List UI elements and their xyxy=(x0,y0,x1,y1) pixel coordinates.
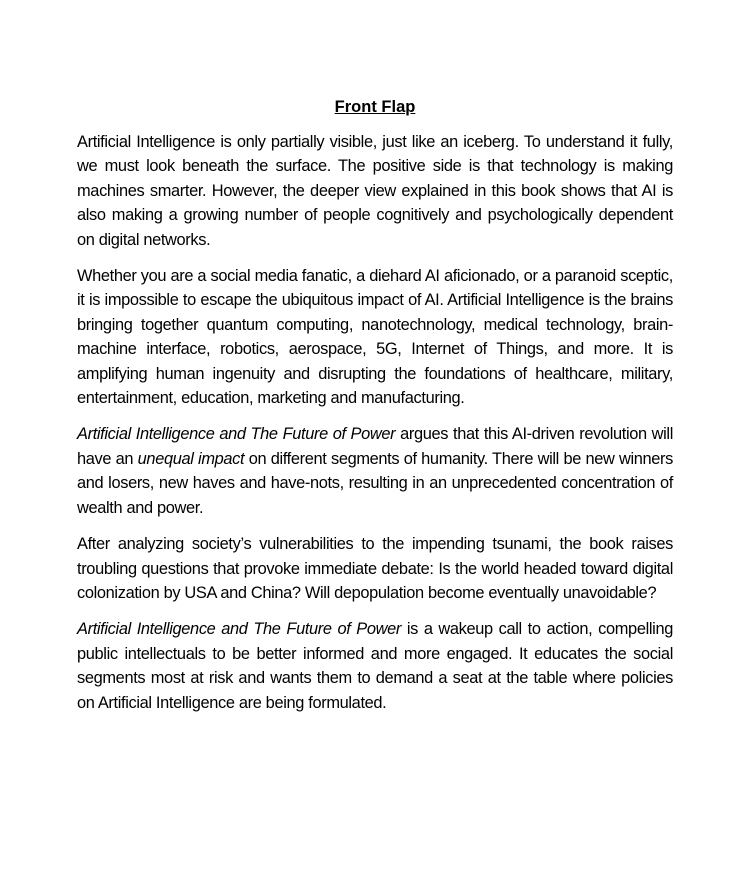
document-page xyxy=(77,96,673,727)
paragraph-text: Artificial Intelligence is only partially visible, just like an iceberg. To understand it fully, we must look beneath the surface. The positive side is that technology is making machines smarter. However, the deeper view explained in this book shows that AI is also making a growing number of people cognitively and psychologically dependent on digital networks. xyxy=(77,133,673,249)
paragraph-text: After analyzing society’s vulnerabilities to the impending tsunami, the book raises troubling questions that provoke immediate debate: Is the world headed toward digital colonization by USA and China? Will depopulation become eventually unavoidable? xyxy=(77,535,673,602)
book-title-italic: Artificial Intelligence and The Future of Power xyxy=(77,620,402,639)
paragraph-wakeup-call xyxy=(77,617,673,715)
paragraph-troubling-questions xyxy=(77,532,673,605)
paragraph-text: is a wakeup call to action, compelling public intellectuals to be better informed and more engaged. It educates the social segments most at risk and wants them to demand a seat at the table where policies on Artificial Intelligence are being formulated. xyxy=(77,620,673,712)
paragraph-iceberg xyxy=(77,130,673,252)
paragraph-text: Whether you are a social media fanatic, a diehard AI aficionado, or a paranoid sceptic, it is impossible to escape the ubiquitous impact of AI. Artificial Intelligence is the brains bringing together quantum computing, nanotechnology, medical technology, brain-machine interface, robotics, aerospace, 5G, Internet of Things, and more. It is amplifying human ingenuity and disrupting the foundations of healthcare, military, entertainment, education, marketing and manufacturing. xyxy=(77,267,673,408)
paragraph-ubiquitous-impact xyxy=(77,264,673,410)
book-title-italic: Artificial Intelligence and The Future of Power xyxy=(77,425,396,444)
emphasis-italic: unequal impact xyxy=(137,449,245,468)
paragraph-text: argues that this AI-driven revolution will have an xyxy=(77,425,674,468)
page-title: Front Flap xyxy=(334,98,416,116)
paragraph-unequal-impact xyxy=(77,422,673,520)
paragraph-text: on different segments of humanity. There will be new winners and losers, new haves and have-nots, resulting in an unprecedented concentration of wealth and power. xyxy=(77,449,673,517)
